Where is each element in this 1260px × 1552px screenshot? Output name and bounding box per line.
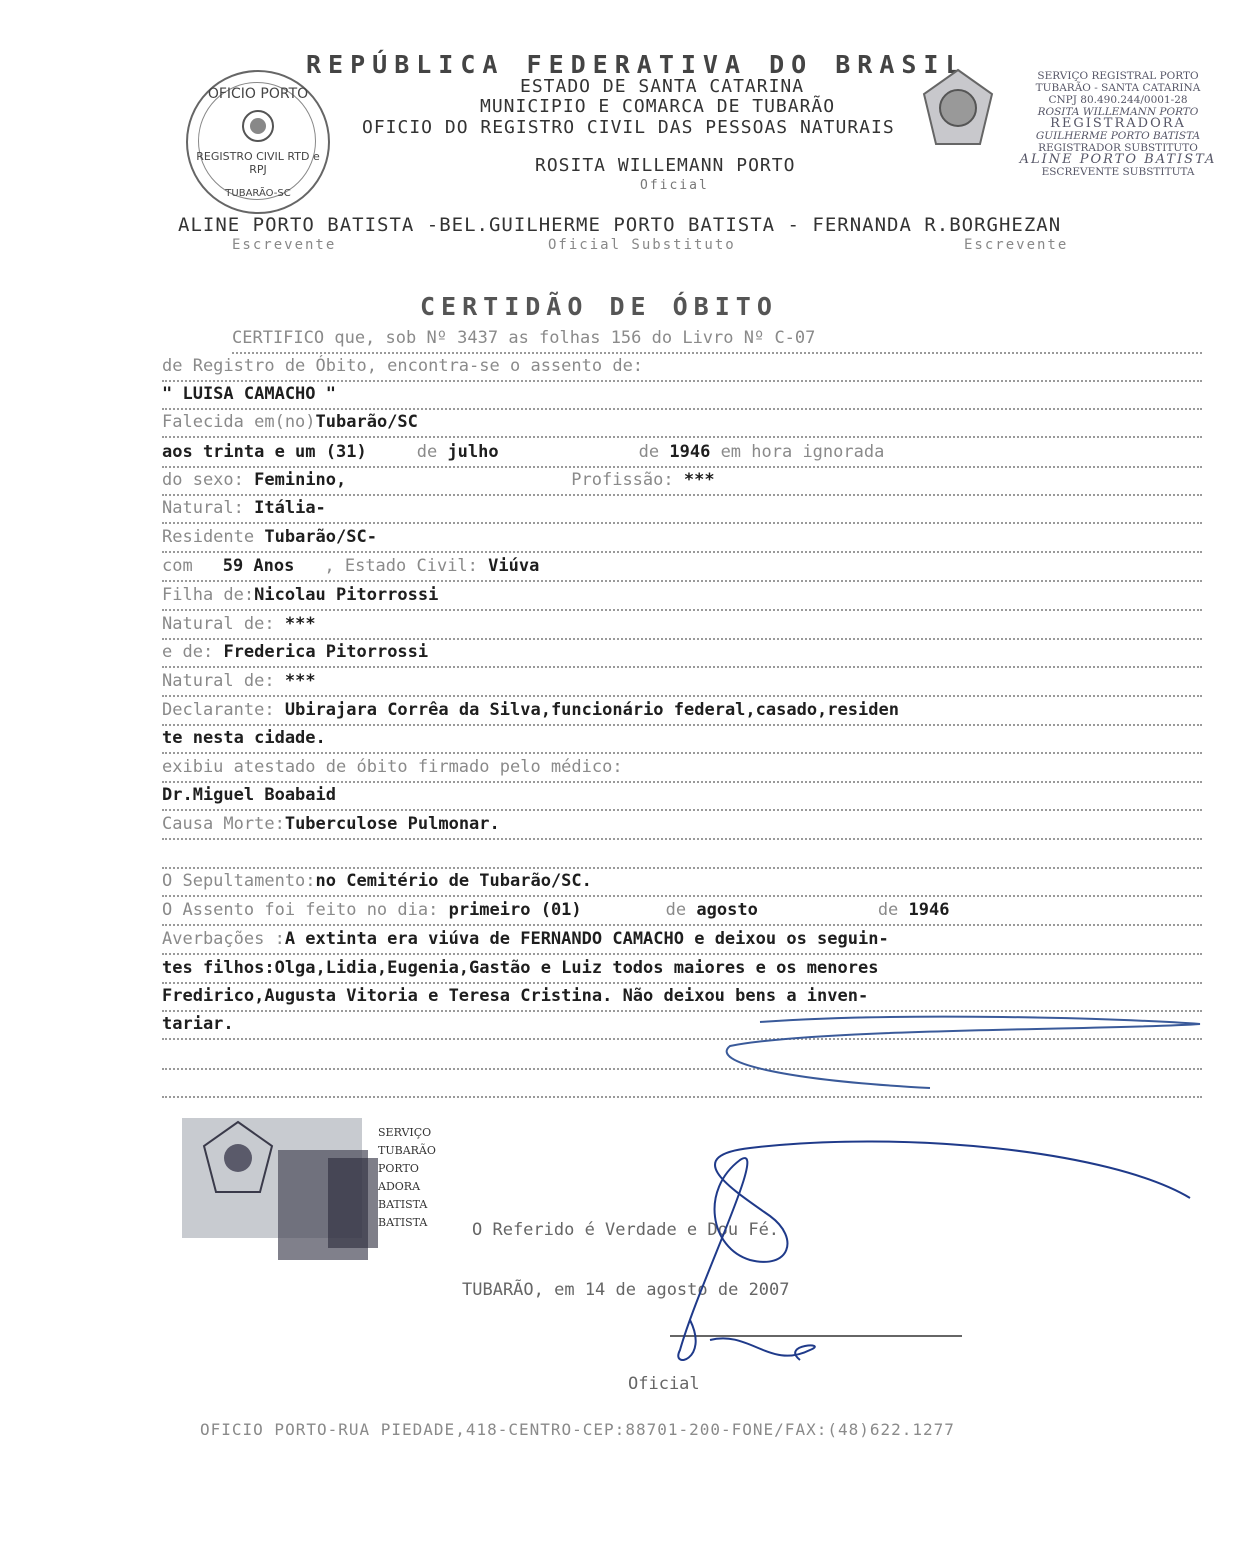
annotations-row-1 xyxy=(162,927,1202,955)
nationality-label: Natural: xyxy=(162,498,244,518)
certificate-row xyxy=(162,755,1202,783)
certificate-title: CERTIDÃO DE ÓBITO xyxy=(420,292,778,321)
age-label: com xyxy=(162,556,193,576)
coat-of-arms-icon xyxy=(240,108,276,144)
annotations-row-3 xyxy=(162,984,1202,1012)
registro-row xyxy=(162,354,1202,382)
nationality-row xyxy=(162,496,1202,524)
annotations-label: Averbações : xyxy=(162,929,285,949)
death-place-value: Tubarão/SC xyxy=(315,412,418,432)
office-round-seal xyxy=(186,70,330,214)
declarant-row xyxy=(162,698,1202,726)
name-row xyxy=(162,382,1202,410)
death-hour: em hora ignorada xyxy=(720,442,885,462)
burial-label: O Sepultamento: xyxy=(162,871,316,891)
death-date-de-1: de xyxy=(416,442,438,462)
annotations-row-2 xyxy=(162,956,1202,984)
place-date-text: TUBARÃO, em 14 de agosto de 2007 xyxy=(462,1280,790,1300)
registro-text: de Registro de Óbito, encontra-se o assento de: xyxy=(162,356,644,376)
residence-value: Tubarão/SC- xyxy=(264,527,377,547)
stamp-line-9: ESCREVENTE SUBSTITUTA xyxy=(1041,166,1195,178)
declarant-value: Ubirajara Corrêa da Silva,funcionário federal,casado,residen xyxy=(284,700,899,720)
cause-row xyxy=(162,812,1202,840)
residence-label: Residente xyxy=(162,527,255,547)
burial-row xyxy=(162,869,1202,897)
staff-role-3: Escrevente xyxy=(964,237,1069,253)
sex-value: Feminino, xyxy=(254,470,347,490)
stamp-line-5: REGISTRADORA xyxy=(1050,116,1186,131)
sex-label: do sexo: xyxy=(162,470,244,490)
staff-role-1: Escrevente xyxy=(232,237,337,253)
svg-text:PORTO: PORTO xyxy=(378,1162,419,1175)
father-nationality-row xyxy=(162,612,1202,640)
svg-text:SERVIÇO: SERVIÇO xyxy=(378,1126,432,1139)
declarant-value-cont: te nesta cidade. xyxy=(162,728,326,748)
mother-nationality-row xyxy=(162,669,1202,697)
svg-text:ADORA: ADORA xyxy=(378,1180,421,1193)
republic-heading: REPÚBLICA FEDERATIVA DO BRASIL xyxy=(306,50,968,79)
profession-value: *** xyxy=(683,470,715,490)
father-nationality-value: *** xyxy=(284,614,316,634)
profession-label: Profissão: xyxy=(571,470,674,490)
entry-de-2: de xyxy=(877,900,899,920)
entry-date-row xyxy=(162,898,1202,926)
entry-month: agosto xyxy=(696,900,758,920)
staff-names: ALINE PORTO BATISTA -BEL.GUILHERME PORTO BATISTA - FERNANDA R.BORGHEZAN xyxy=(178,214,1062,236)
municipality-heading: MUNICIPIO E COMARCA DE TUBARÃO xyxy=(480,96,836,117)
death-place-row xyxy=(162,410,1202,438)
blank-row-1 xyxy=(162,841,1202,869)
death-place-label: Falecida em(no) xyxy=(162,412,316,432)
stamp-line-2: TUBARÃO - SANTA CATARINA xyxy=(1035,82,1201,94)
annotations-line-1: A extinta era viúva de FERNANDO CAMACHO e deixou os seguin- xyxy=(284,929,889,949)
entry-day: primeiro (01) xyxy=(448,900,582,920)
registry-stamp xyxy=(1008,70,1228,178)
father-nationality-label: Natural de: xyxy=(162,614,275,634)
father-row xyxy=(162,583,1202,611)
stamp-line-8: ALINE PORTO BATISTA xyxy=(1019,152,1217,167)
certificate-text: exibiu atestado de óbito firmado pelo médico: xyxy=(162,757,623,777)
civil-status-label: , Estado Civil: xyxy=(324,556,478,576)
doctor-row xyxy=(162,783,1202,811)
death-month: julho xyxy=(447,442,499,462)
state-heading: ESTADO DE SANTA CATARINA xyxy=(520,76,805,97)
father-label: Filha de: xyxy=(162,585,255,605)
official-name: ROSITA WILLEMANN PORTO xyxy=(535,155,796,176)
death-date-de-2: de xyxy=(638,442,660,462)
svg-text:BATISTA: BATISTA xyxy=(378,1198,428,1211)
stamp-line-7: REGISTRADOR SUBSTITUTO xyxy=(1038,142,1198,154)
seal-middle-text: REGISTRO CIVIL RTD e RPJ xyxy=(196,150,320,176)
annotations-line-3: Fredirico,Augusta Vitoria e Teresa Cristina. Não deixou bens a inven- xyxy=(162,986,869,1006)
sex-row xyxy=(162,468,1202,496)
svg-text:BATISTA: BATISTA xyxy=(378,1216,428,1229)
footer-address: OFICIO PORTO-RUA PIEDADE,418-CENTRO-CEP:88701-200-FONE/FAX:(48)622.1277 xyxy=(200,1420,955,1439)
official-signature xyxy=(640,1120,1200,1380)
office-heading: OFICIO DO REGISTRO CIVIL DAS PESSOAS NATURAIS xyxy=(362,117,895,138)
mother-label: e de: xyxy=(162,642,214,662)
declarant-cont-row xyxy=(162,726,1202,754)
stamp-line-6: GUILHERME PORTO BATISTA xyxy=(1035,130,1201,142)
certifico-text: CERTIFICO que, sob Nº 3437 as folhas 156 do Livro Nº C-07 xyxy=(232,328,816,348)
deceased-name: " LUISA CAMACHO " xyxy=(162,384,336,404)
attestation-text: O Referido é Verdade e Dou Fé. xyxy=(472,1220,780,1240)
nationality-value: Itália- xyxy=(254,498,326,518)
mother-nationality-label: Natural de: xyxy=(162,671,275,691)
mother-value: Frederica Pitorrossi xyxy=(223,642,429,662)
annotations-line-2: tes filhos:Olga,Lidia,Eugenia,Gastão e Luiz todos maiores e os menores xyxy=(162,958,879,978)
certifico-row xyxy=(232,326,1202,354)
cause-value: Tuberculose Pulmonar. xyxy=(284,814,500,834)
entry-year: 1946 xyxy=(908,900,950,920)
mother-nationality-value: *** xyxy=(284,671,316,691)
stamp-line-1: SERVIÇO REGISTRAL PORTO xyxy=(1037,70,1199,82)
declarant-label: Declarante: xyxy=(162,700,275,720)
closing-scribble xyxy=(700,1010,1210,1100)
doctor-name: Dr.Miguel Boabaid xyxy=(162,785,336,805)
stamp-line-3: CNPJ 80.490.244/0001-28 xyxy=(1048,94,1188,106)
stamp-arms-icon xyxy=(198,1118,278,1198)
mother-row xyxy=(162,640,1202,668)
burial-value: no Cemitério de Tubarão/SC. xyxy=(315,871,592,891)
death-date-row xyxy=(162,440,1202,468)
cause-label: Causa Morte: xyxy=(162,814,285,834)
death-year: 1946 xyxy=(669,442,711,462)
father-value: Nicolau Pitorrossi xyxy=(254,585,439,605)
death-day: aos trinta e um (31) xyxy=(162,442,367,462)
signer-role: Oficial xyxy=(628,1374,700,1394)
age-row xyxy=(162,554,1202,582)
seal-top-text: OFICIO PORTO xyxy=(207,86,309,102)
entry-date-label: O Assento foi feito no dia: xyxy=(162,900,439,920)
national-arms-icon xyxy=(918,66,998,156)
age-value: 59 Anos xyxy=(222,556,295,576)
official-role: Oficial xyxy=(640,178,709,193)
civil-status-value: Viúva xyxy=(488,556,540,576)
seal-bottom-text: TUBARÃO-SC xyxy=(225,188,291,199)
stamp-line-4: ROSITA WILLEMANN PORTO xyxy=(1037,106,1199,118)
svg-text:TUBARÃO: TUBARÃO xyxy=(378,1144,436,1157)
staff-role-2: Oficial Substituto xyxy=(548,237,736,253)
entry-de-1: de xyxy=(665,900,687,920)
residence-row xyxy=(162,525,1202,553)
annotations-line-4: tariar. xyxy=(162,1014,234,1034)
